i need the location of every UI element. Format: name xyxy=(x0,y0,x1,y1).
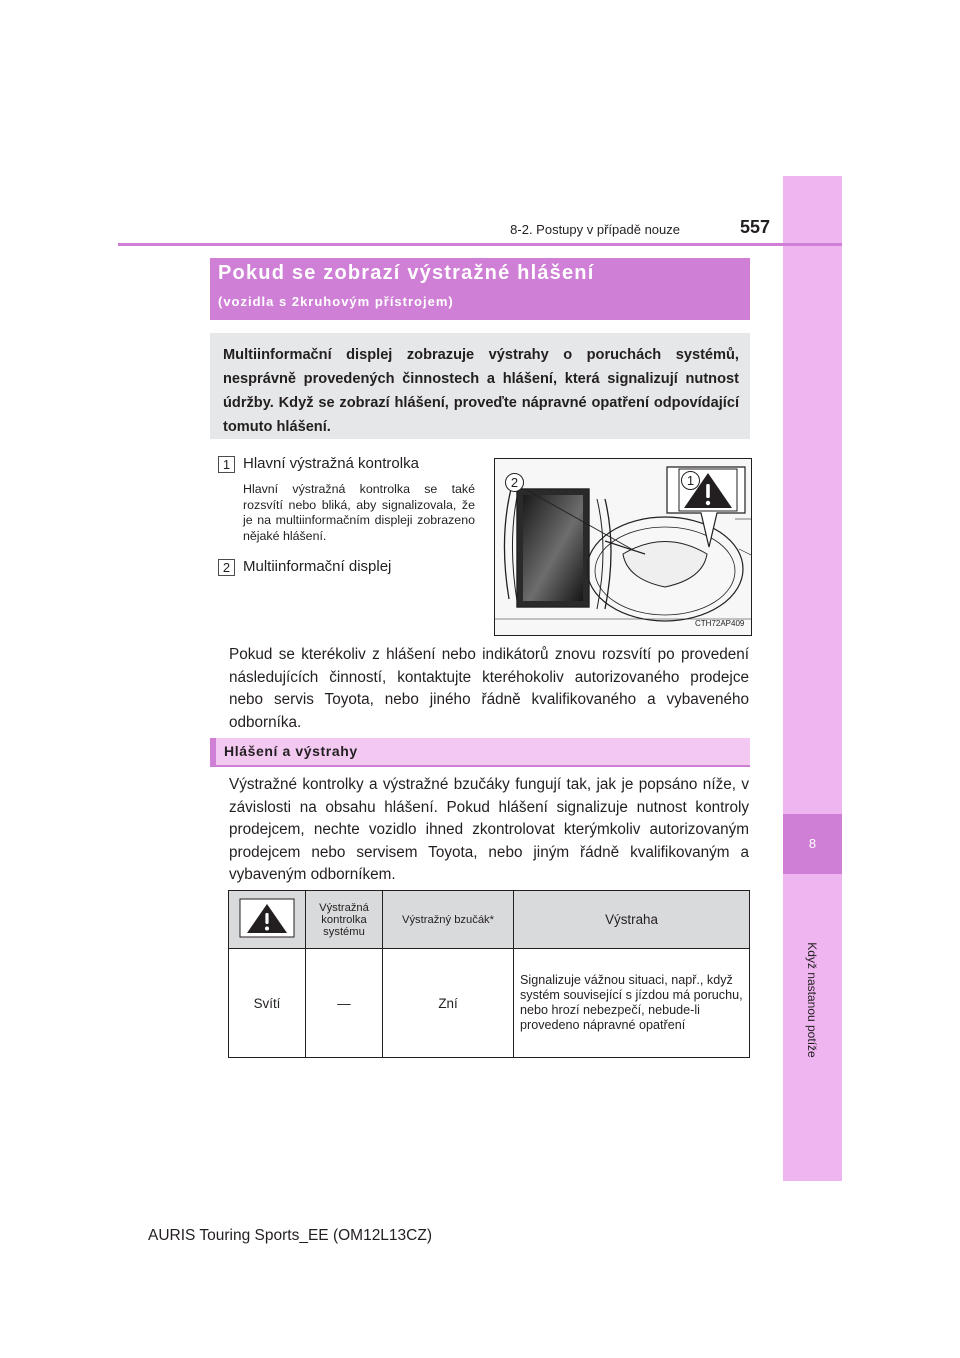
page-number: 557 xyxy=(740,217,771,237)
page-title: Pokud se zobrazí výstražné hlášení xyxy=(218,262,595,284)
cell-warning: Signalizuje vážnou situaci, např., když systém související s jízdou má poruchu, nebo hrozí nebezpečí, nebude-li provedeno nápravné opatření xyxy=(514,949,750,1058)
header-system-light: Výstražná kontrolka systému xyxy=(306,891,383,949)
header-rule xyxy=(118,243,842,246)
intro-box xyxy=(210,333,750,439)
dashboard-illustration xyxy=(495,459,751,635)
item-label-1: Hlavní výstražná kontrolka xyxy=(243,455,419,472)
section-title: 8-2. Postupy v případě nouze xyxy=(510,222,680,237)
chapter-number-tab[interactable]: 8 xyxy=(783,814,842,874)
cell-system-light: — xyxy=(306,949,383,1058)
item-number-1: 1 xyxy=(218,456,235,473)
subheading-bar xyxy=(210,738,750,767)
dashboard-figure xyxy=(494,458,752,636)
title-banner xyxy=(210,258,750,320)
warnings-table xyxy=(228,890,750,1058)
warning-triangle-icon xyxy=(239,898,295,938)
table-header-row xyxy=(229,891,750,949)
figure-code: CTH72AP409 xyxy=(695,619,745,628)
item-description-1: Hlavní výstražná kontrolka se také rozsvítí nebo bliká, aby signalizovala, že je na multiinformačním displeji zobrazeno nějaké hlášení. xyxy=(243,482,475,543)
item-label-2: Multiinformační displej xyxy=(243,558,392,575)
item-number-2: 2 xyxy=(218,559,235,576)
paragraph-2: Výstražné kontrolky a výstražné bzučáky fungují tak, jak je popsáno níže, v závislosti na obsahu hlášení. Pokud hlášení signalizuje nutnost kontroly prodejcem, nechte vozidlo ihned zkontrolovat kterýmkoliv autorizovaným prodejcem nebo servisem Toyota, nebo jiným řádně kvalifikovaným a vybaveným odborníkem. xyxy=(229,776,749,884)
cell-buzzer: Zní xyxy=(383,949,514,1058)
header-warning: Výstraha xyxy=(514,891,750,949)
header-main-warning-light xyxy=(229,891,306,949)
table-row xyxy=(229,949,750,1058)
figure-callout-1: 1 xyxy=(681,471,700,490)
page-subtitle: (vozidla s 2kruhovým přístrojem) xyxy=(218,294,454,309)
subheading: Hlášení a výstrahy xyxy=(224,743,358,759)
figure-callout-2: 2 xyxy=(505,473,524,492)
footer-model: AURIS Touring Sports_EE (OM12L13CZ) xyxy=(148,1227,432,1244)
paragraph-1: Pokud se kterékoliv z hlášení nebo indikátorů znovu rozsvítí po provedení následujících činností, kontaktujte kteréhokoliv autorizovaného prodejce nebo servis Toyota, nebo jiného řádně kvalifikovaného a vybaveného odborníka. xyxy=(229,646,749,731)
cell-main-light: Svítí xyxy=(229,949,306,1058)
chapter-title: Když nastanou potíže xyxy=(805,942,819,1058)
header-buzzer: Výstražný bzučák* xyxy=(383,891,514,949)
intro-text: Multiinformační displej zobrazuje výstrahy o poruchách systémů, nesprávně provedených činnostech a hlášení, která signalizují nutnost údržby. Když se zobrazí hlášení, proveďte nápravné opatření odpovídající tomuto hlášení. xyxy=(223,347,739,435)
